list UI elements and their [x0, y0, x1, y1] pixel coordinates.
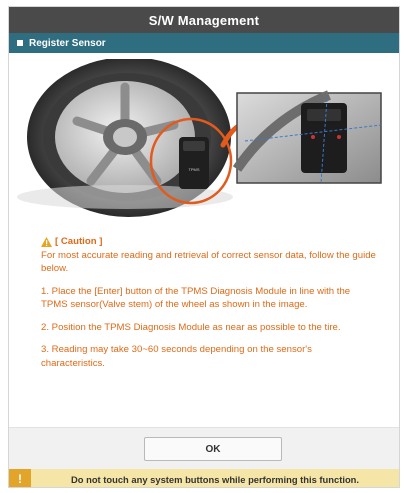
- section-header: [9, 33, 399, 53]
- caution-heading: [41, 235, 376, 249]
- warning-bar: [9, 469, 399, 488]
- bullet-square-icon: [17, 40, 23, 46]
- section-title: Register Sensor: [29, 37, 106, 49]
- caution-section: [41, 235, 376, 370]
- dialog-window: [8, 6, 400, 488]
- wheel-illustration: [9, 59, 400, 229]
- button-area: [9, 427, 399, 470]
- tpms-diagnosis-module-icon: [179, 137, 209, 189]
- caution-step-3: 3. Reading may take 30~60 seconds depending on the sensor's characteristics.: [41, 344, 312, 369]
- caution-intro: For most accurate reading and retrieval of correct sensor data, follow the guide below.: [41, 249, 376, 274]
- warning-text: Do not touch any system buttons while performing this function.: [70, 473, 360, 485]
- caution-step-2: 2. Position the TPMS Diagnosis Module as near as possible to the tire.: [41, 321, 341, 333]
- caution-step-1: 1. Place the [Enter] button of the TPMS Diagnosis Module in line with the TPMS sensor(Valve stem) of the wheel as shown in the image.: [41, 285, 351, 310]
- ok-button[interactable]: OK: [144, 437, 282, 461]
- title-bar: [9, 7, 399, 33]
- warning-icon: !: [9, 469, 31, 488]
- zoom-panel: [237, 93, 381, 183]
- caution-title: [ Caution ]: [55, 236, 103, 247]
- window-title: S/W Management: [148, 12, 260, 28]
- module-label: TPMS: [188, 167, 200, 172]
- warning-triangle-icon: [41, 237, 52, 247]
